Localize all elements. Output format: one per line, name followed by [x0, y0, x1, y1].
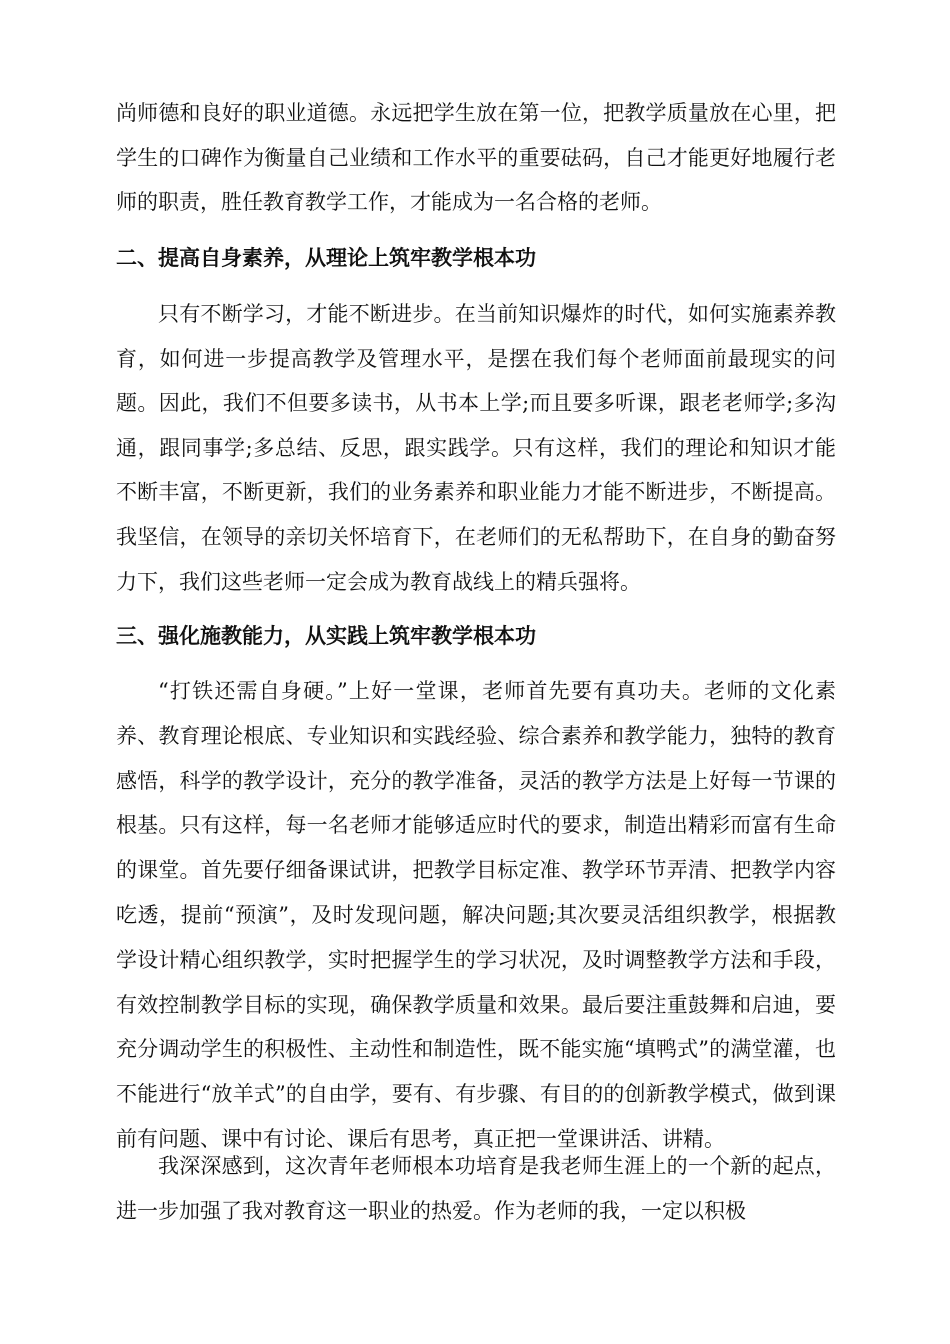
- section-heading-3: 三、强化施教能力，从实践上筑牢教学根本功: [116, 624, 536, 648]
- paragraph-continuation: 尚师德和良好的职业道德。永远把学生放在第一位，把教学质量放在心里，把学生的口碑作为衡量自己业绩和工作水平的重要砝码，自己才能更好地履行老师的职责，胜任教育教学工作，才能成为一名合格的老师。: [116, 101, 836, 214]
- section-heading-2: 二、提高自身素养，从理论上筑牢教学根本功: [116, 246, 536, 270]
- paragraph-practice: “打铁还需自身硬。”上好一堂课，老师首先要有真功夫。老师的文化素养、教育理论根底、专业知识和实践经验、综合素养和教学能力，独特的教育感悟，科学的教学设计，充分的教学准备，灵活的教学方法是上好每一节课的根基。只有这样，每一名老师才能够适应时代的要求，制造出精彩而富有生命的课堂。首先要仔细备课试讲，把教学目标定准、教学环节弄清、把教学内容吃透，提前“预演”，及时发现问题，解决问题;其次要灵活组织教学，根据教学设计精心组织教学，实时把握学生的学习状况，及时调整教学方法和手段，有效控制教学目标的实现，确保教学质量和效果。最后要注重鼓舞和启迪，要充分调动学生的积极性、主动性和制造性，既不能实施“填鸭式”的满堂灌，也不能进行“放羊式”的自由学，要有、有步骤、有目的的创新教学模式，做到课前有问题、课中有讨论、课后有思考，真正把一堂课讲活、讲精。: [116, 679, 836, 1151]
- paragraph-conclusion: 我深深感到，这次青年老师根本功培育是我老师生涯上的一个新的起点，进一步加强了我对教育这一职业的热爱。作为老师的我，一定以积极: [116, 1154, 836, 1223]
- paragraph-learning: 只有不断学习，才能不断进步。在当前知识爆炸的时代，如何实施素养教育，如何进一步提高教学及管理水平，是摆在我们每个老师面前最现实的问题。因此，我们不但要多读书，从书本上学;而且要多听课，跟老老师学;多沟通，跟同事学;多总结、反思，跟实践学。只有这样，我们的理论和知识才能不断丰富，不断更新，我们的业务素养和职业能力才能不断进步，不断提高。我坚信，在领导的亲切关怀培育下，在老师们的无私帮助下，在自身的勤奋努力下，我们这些老师一定会成为教育战线上的精兵强将。: [116, 302, 836, 594]
